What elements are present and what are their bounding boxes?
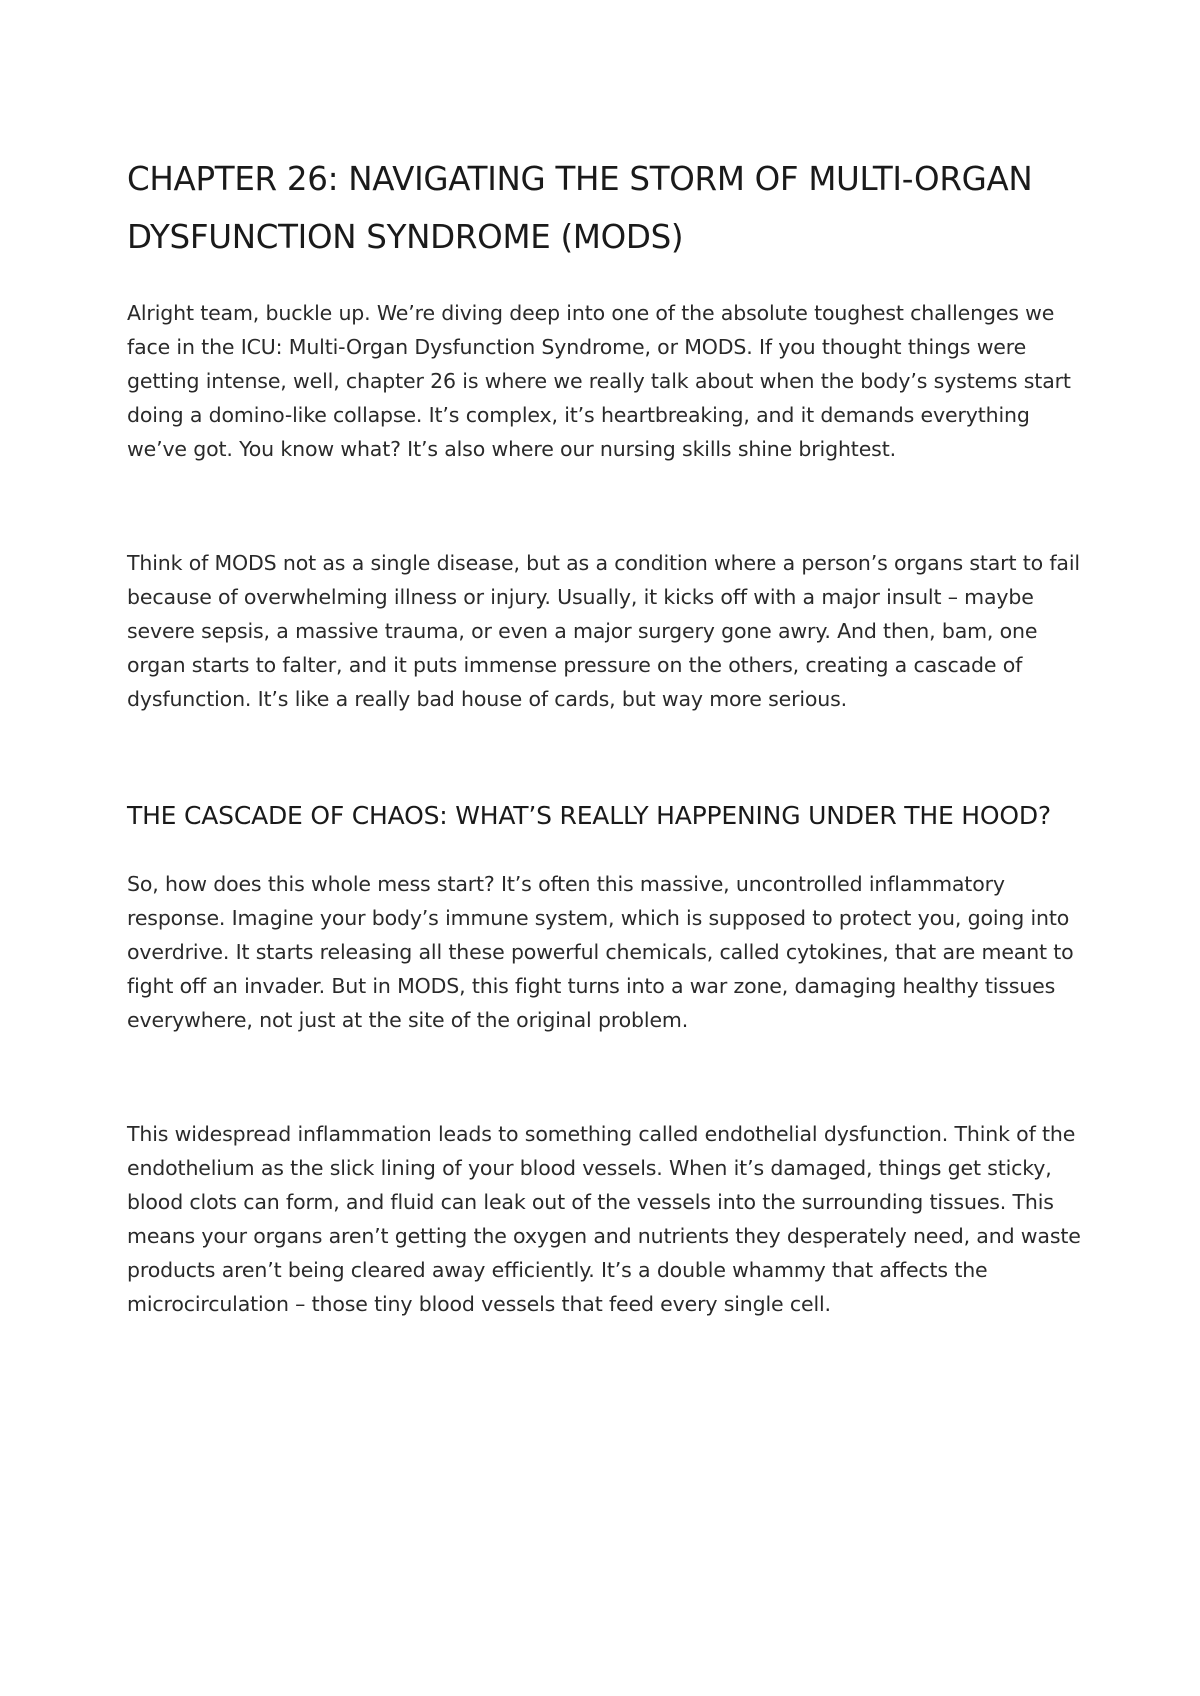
paragraph-inflammatory-response: So, how does this whole mess start? It’s often this massive, uncontrolled inflammatory response. Imagine your body’s immune system, which is supposed to protect you, going into overdrive. It starts releasing all these powerful chemicals, called cytokines, that are meant to fight off an invader. But in MODS, this fight turns into a war zone, damaging healthy tissues everywhere, not just at the site of the original problem. bbox=[127, 872, 1074, 1032]
paragraph-endothelial-dysfunction: This widespread inflammation leads to something called endothelial dysfunction. Think of the endothelium as the slick lining of your blood vessels. When it’s damaged, things get sticky, blood clots can form, and fluid can leak out of the vessels into the surrounding tissues. This means your organs aren’t getting the oxygen and nutrients they desperately need, and waste products aren’t being cleared away efficiently. It’s a double whammy that affects the microcirculation – those tiny blood vessels that feed every single cell. bbox=[127, 1122, 1081, 1316]
document-page bbox=[127, 150, 1087, 1321]
section-heading: THE CASCADE OF CHAOS: WHAT’S REALLY HAPPENING UNDER THE HOOD? bbox=[127, 801, 1051, 830]
paragraph-intro: Alright team, buckle up. We’re diving deep into one of the absolute toughest challenges we face in the ICU: Multi-Organ Dysfunction Syndrome, or MODS. If you thought things were getting intense, well, chapter 26 is where we really talk about when the body’s systems start doing a domino-like collapse. It’s complex, it’s heartbreaking, and it demands everything we’ve got. You know what? It’s also where our nursing skills shine brightest. bbox=[127, 301, 1071, 461]
chapter-title: CHAPTER 26: NAVIGATING THE STORM OF MULTI-ORGAN DYSFUNCTION SYNDROME (MODS) bbox=[127, 160, 1033, 256]
paragraph-mods-definition: Think of MODS not as a single disease, but as a condition where a person’s organs start to fail because of overwhelming illness or injury. Usually, it kicks off with a major insult – maybe severe sepsis, a massive trauma, or even a major surgery gone awry. And then, bam, one organ starts to falter, and it puts immense pressure on the others, creating a cascade of dysfunction. It’s like a really bad house of cards, but way more serious. bbox=[127, 551, 1080, 711]
